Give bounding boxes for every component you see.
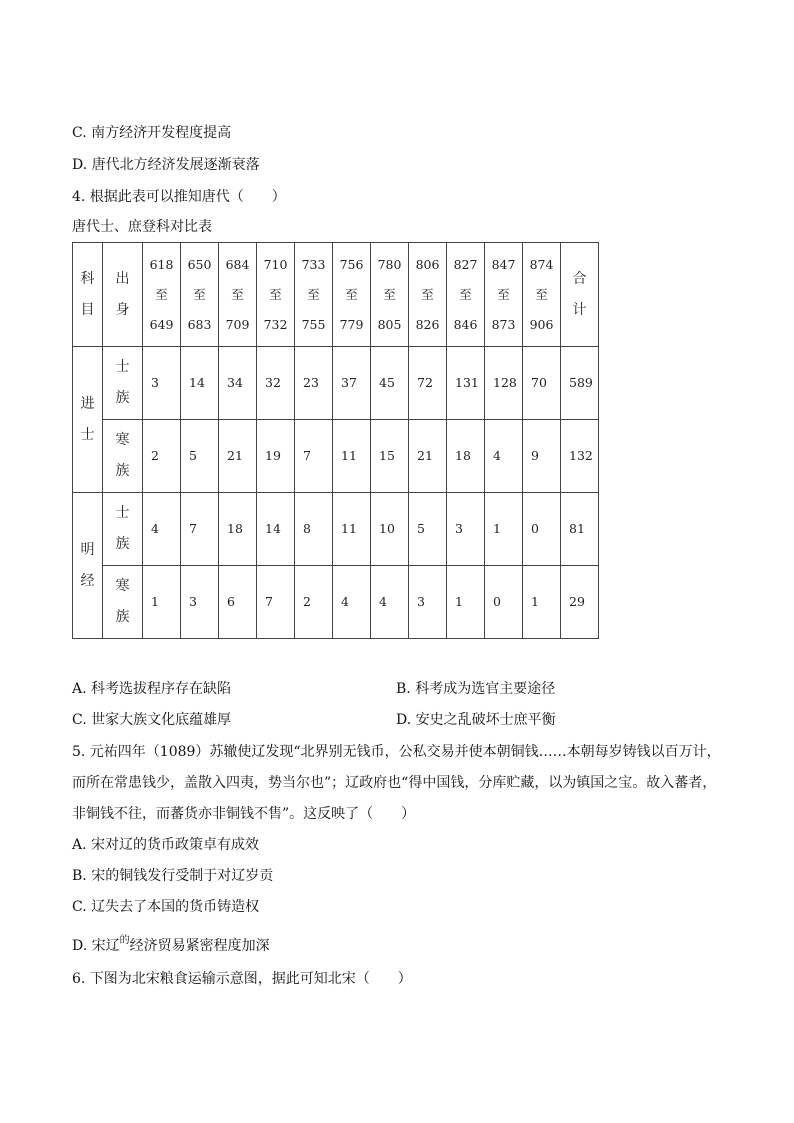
header-subject-char: 目 — [80, 301, 95, 318]
value-cell: 7 — [295, 420, 333, 493]
period-part: 684 — [225, 256, 250, 272]
q5-option-d-superscript: 的 — [119, 935, 130, 946]
origin-cell — [103, 566, 143, 639]
value-cell: 1 — [447, 566, 485, 639]
value-cell: 37 — [333, 347, 371, 420]
value-cell: 5 — [409, 493, 447, 566]
header-period — [219, 243, 257, 347]
value-cell: 1 — [523, 566, 561, 639]
header-period — [295, 243, 333, 347]
header-subject-char: 科 — [80, 270, 95, 287]
value-cell: 9 — [523, 420, 561, 493]
q5-option-d-rest: 经济贸易紧密程度加深 — [129, 938, 270, 954]
period-part: 755 — [301, 316, 326, 332]
header-subject — [73, 243, 103, 347]
q3-option-d: D. 唐代北方经济发展逐渐衰落 — [72, 157, 260, 173]
exam-comparison-table — [72, 242, 599, 639]
value-cell: 11 — [333, 493, 371, 566]
value-cell: 32 — [257, 347, 295, 420]
origin-cell-char: 族 — [115, 390, 130, 406]
value-cell: 0 — [523, 493, 561, 566]
table-title: 唐代士、庶登科对比表 — [72, 219, 212, 235]
value-cell: 21 — [409, 420, 447, 493]
q5-stem-line-1: 5. 元祐四年（1089）苏辙使辽发现“北界别无钱币，公私交易并使本朝铜钱……本朝每岁铸钱以百万计， — [72, 744, 721, 760]
subject-cell — [73, 493, 103, 639]
value-cell: 34 — [219, 347, 257, 420]
origin-cell-char: 族 — [115, 536, 130, 552]
header-period — [181, 243, 219, 347]
header-period — [333, 243, 371, 347]
value-cell: 3 — [143, 347, 181, 420]
value-cell: 4 — [143, 493, 181, 566]
q6-question: 6. 下图为北宋粮食运输示意图，据此可知北宋（ ） — [72, 971, 412, 987]
period-part: 至 — [383, 286, 396, 302]
period-part: 709 — [225, 316, 250, 332]
value-cell: 3 — [409, 566, 447, 639]
value-cell: 18 — [447, 420, 485, 493]
q5-option-a: A. 宋对辽的货币政策卓有成效 — [72, 837, 260, 853]
period-part: 至 — [497, 286, 510, 302]
q4-option-b: B. 科考成为选官主要途径 — [396, 681, 556, 697]
value-cell: 5 — [181, 420, 219, 493]
period-part: 至 — [231, 286, 244, 302]
value-cell: 7 — [257, 566, 295, 639]
q4-question: 4. 根据此表可以推知唐代（ ） — [72, 189, 286, 205]
subject-cell-char: 士 — [80, 426, 95, 443]
q5-stem-line-2: 而所在常患钱少，盖散入四夷，势当尔也”；辽政府也“得中国钱，分库贮藏，以为镇国之宝。故入蕃者， — [72, 775, 717, 791]
period-part: 至 — [193, 286, 206, 302]
period-part: 847 — [491, 256, 516, 272]
period-part: 826 — [415, 316, 440, 332]
q5-option-b: B. 宋的铜钱发行受制于对辽岁贡 — [72, 868, 274, 884]
period-part: 至 — [459, 286, 472, 302]
header-period — [523, 243, 561, 347]
value-cell: 7 — [181, 493, 219, 566]
period-part: 779 — [339, 316, 364, 332]
header-period — [257, 243, 295, 347]
value-cell: 1 — [485, 493, 523, 566]
value-cell: 72 — [409, 347, 447, 420]
value-cell: 131 — [447, 347, 485, 420]
value-cell: 3 — [447, 493, 485, 566]
period-part: 906 — [529, 316, 554, 332]
value-cell: 4 — [333, 566, 371, 639]
total-cell: 81 — [561, 493, 599, 566]
value-cell: 2 — [143, 420, 181, 493]
q4-option-c: C. 世家大族文化底蕴雄厚 — [72, 712, 232, 728]
header-total-char: 计 — [572, 301, 587, 318]
period-part: 至 — [269, 286, 282, 302]
value-cell: 3 — [181, 566, 219, 639]
origin-cell-char: 族 — [115, 463, 130, 479]
value-cell: 15 — [371, 420, 409, 493]
period-part: 618 — [149, 256, 174, 272]
period-part: 至 — [155, 286, 168, 302]
value-cell: 70 — [523, 347, 561, 420]
table-header-row — [73, 243, 599, 347]
origin-cell-char: 寒 — [115, 578, 130, 594]
origin-cell — [103, 347, 143, 420]
value-cell: 8 — [295, 493, 333, 566]
value-cell: 14 — [257, 493, 295, 566]
value-cell: 6 — [219, 566, 257, 639]
table-row — [73, 566, 599, 639]
period-part: 827 — [453, 256, 478, 272]
period-part: 至 — [535, 286, 548, 302]
header-origin-char: 身 — [115, 301, 130, 318]
table-row — [73, 420, 599, 493]
q4-option-a: A. 科考选拔程序存在缺陷 — [72, 681, 232, 697]
value-cell: 4 — [485, 420, 523, 493]
period-part: 805 — [377, 316, 402, 332]
value-cell: 2 — [295, 566, 333, 639]
period-part: 874 — [529, 256, 554, 272]
value-cell: 19 — [257, 420, 295, 493]
value-cell: 128 — [485, 347, 523, 420]
value-cell: 14 — [181, 347, 219, 420]
value-cell: 23 — [295, 347, 333, 420]
q5-stem-line-3: 非铜钱不往，而蕃货亦非铜钱不售”。这反映了（ ） — [72, 806, 416, 822]
value-cell: 4 — [371, 566, 409, 639]
value-cell: 10 — [371, 493, 409, 566]
header-period — [409, 243, 447, 347]
period-part: 649 — [149, 316, 174, 332]
period-part: 846 — [453, 316, 478, 332]
period-part: 756 — [339, 256, 364, 272]
header-origin-char: 出 — [115, 270, 130, 287]
origin-cell-char: 寒 — [115, 432, 130, 448]
value-cell: 45 — [371, 347, 409, 420]
q3-option-c: C. 南方经济开发程度提高 — [72, 125, 232, 141]
value-cell: 18 — [219, 493, 257, 566]
q5-option-c: C. 辽失去了本国的货币铸造权 — [72, 899, 260, 915]
header-period — [485, 243, 523, 347]
header-period — [143, 243, 181, 347]
subject-cell-char: 进 — [80, 395, 95, 412]
period-part: 873 — [491, 316, 516, 332]
origin-cell — [103, 420, 143, 493]
total-cell: 132 — [561, 420, 599, 493]
subject-cell-char: 明 — [80, 541, 95, 558]
period-part: 806 — [415, 256, 440, 272]
period-part: 780 — [377, 256, 402, 272]
header-period — [371, 243, 409, 347]
total-cell: 29 — [561, 566, 599, 639]
period-part: 至 — [307, 286, 320, 302]
origin-cell-char: 族 — [115, 609, 130, 625]
value-cell: 21 — [219, 420, 257, 493]
header-period — [447, 243, 485, 347]
period-part: 至 — [345, 286, 358, 302]
header-origin — [103, 243, 143, 347]
value-cell: 1 — [143, 566, 181, 639]
period-part: 至 — [421, 286, 434, 302]
origin-cell-char: 士 — [115, 505, 130, 521]
table-row — [73, 347, 599, 420]
subject-cell-char: 经 — [80, 572, 95, 589]
origin-cell-char: 士 — [115, 359, 130, 375]
q4-option-d: D. 安史之乱破坏士庶平衡 — [396, 712, 556, 728]
total-cell: 589 — [561, 347, 599, 420]
value-cell: 0 — [485, 566, 523, 639]
period-part: 683 — [187, 316, 212, 332]
period-part: 732 — [263, 316, 288, 332]
period-part: 733 — [301, 256, 326, 272]
period-part: 710 — [263, 256, 288, 272]
period-part: 650 — [187, 256, 212, 272]
subject-cell — [73, 347, 103, 493]
table-row — [73, 493, 599, 566]
q5-option-d — [72, 936, 270, 958]
header-total-char: 合 — [572, 270, 587, 287]
origin-cell — [103, 493, 143, 566]
q5-option-d-prefix: D. 宋辽 — [72, 938, 120, 954]
value-cell: 11 — [333, 420, 371, 493]
header-total — [561, 243, 599, 347]
